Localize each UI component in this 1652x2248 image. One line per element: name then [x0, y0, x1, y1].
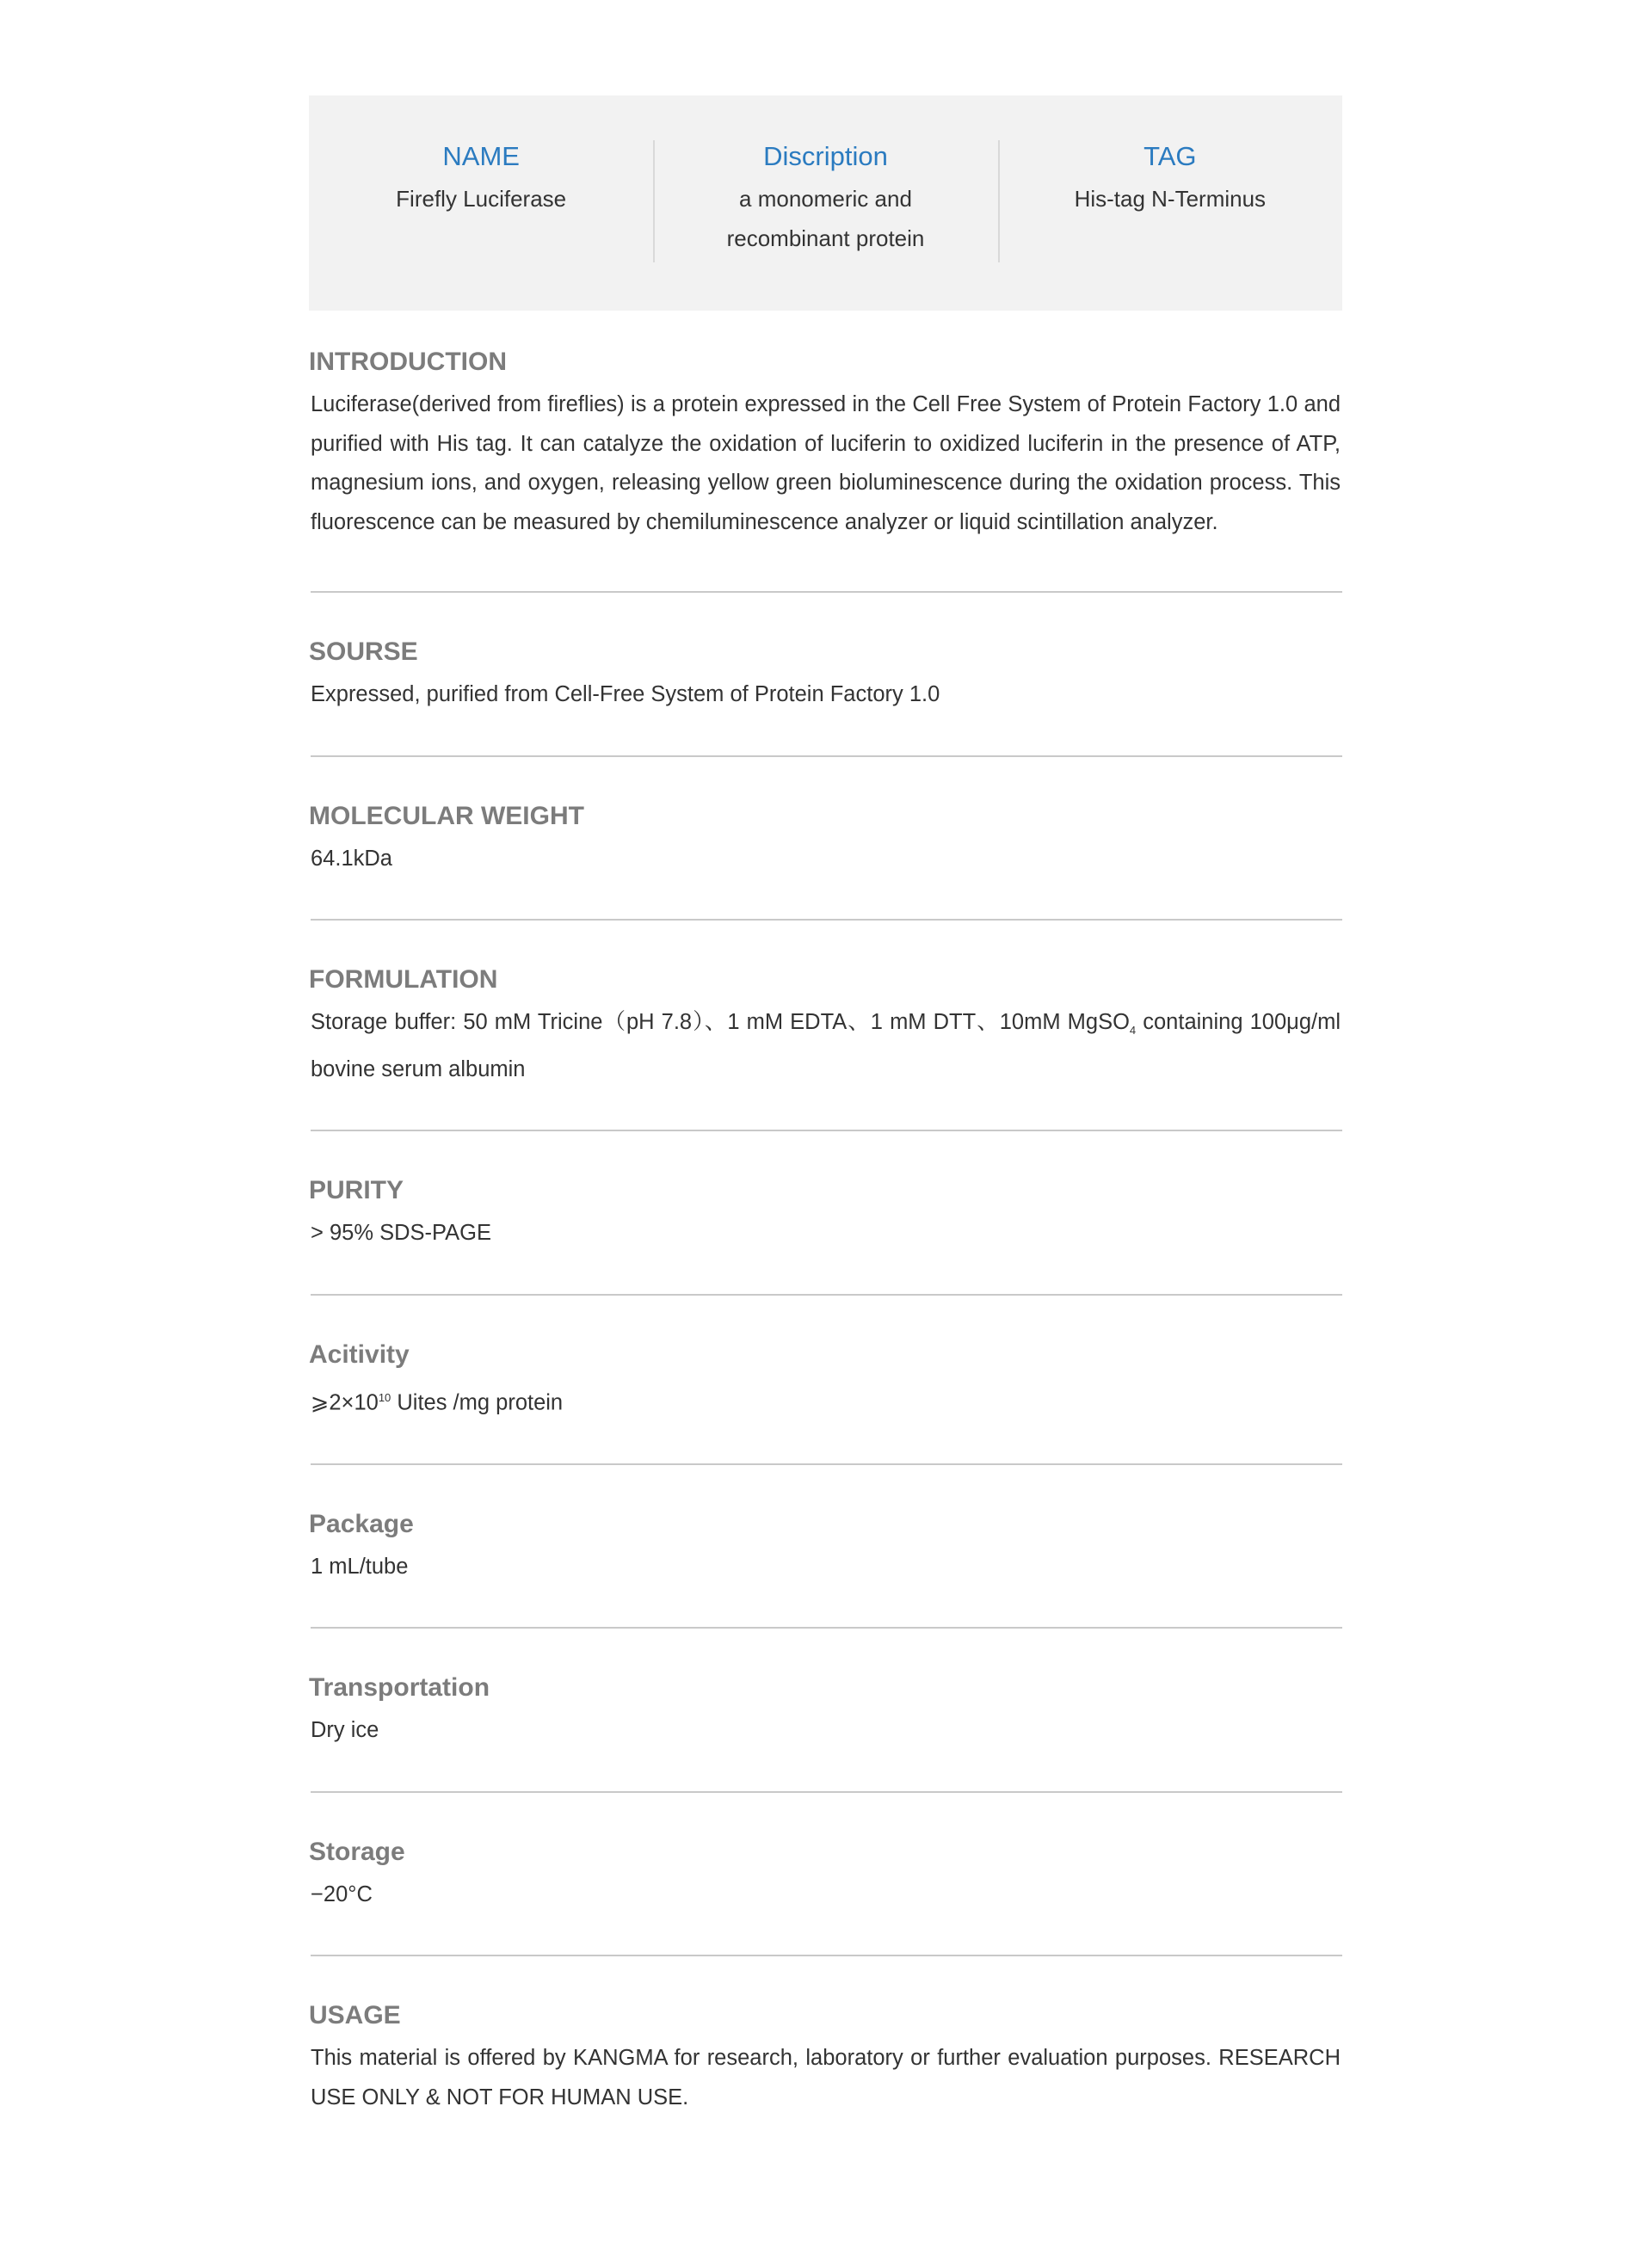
formulation-text: Storage buffer: 50 mM Tricine（pH 7.8）、1 mM EDTA、1 mM DTT、10mM MgSO: [311, 1010, 1130, 1034]
activity-body: [311, 1378, 1341, 1423]
purity-section: [309, 1173, 1342, 1253]
divider: [311, 1294, 1342, 1296]
package-body: 1 mL/tube: [311, 1554, 409, 1579]
divider: [311, 919, 1342, 921]
formulation-subscript: 4: [1129, 1024, 1137, 1038]
name-value: Firefly Luciferase: [396, 186, 567, 212]
divider: [311, 1130, 1342, 1131]
activity-section: [309, 1338, 1342, 1423]
storage-body: −20°C: [311, 1882, 373, 1906]
description-value: a monomeric and recombinant protein: [726, 186, 925, 251]
tag-heading: TAG: [1143, 141, 1197, 171]
activity-text: ⩾2×10: [311, 1390, 379, 1415]
usage-body: This material is offered by KANGMA for research, laboratory or further evaluation purposes. RESEARCH USE ONLY & NOT FOR HUMAN USE.: [311, 2046, 1341, 2109]
introduction-section: [309, 345, 1342, 542]
transportation-body: Dry ice: [311, 1718, 379, 1743]
divider: [311, 591, 1342, 593]
source-section: [309, 635, 1342, 715]
usage-title: USAGE: [309, 2001, 401, 2030]
source-title: SOURSE: [309, 637, 418, 666]
description-column: [653, 95, 997, 311]
storage-section: [309, 1835, 1342, 1915]
usage-section: [309, 1999, 1342, 2117]
molecular-weight-body: 64.1kDa: [311, 846, 392, 871]
name-heading: NAME: [442, 141, 520, 171]
molecular-weight-title: MOLECULAR WEIGHT: [309, 801, 584, 830]
activity-title: Acitivity: [309, 1340, 410, 1369]
purity-body: > 95% SDS-PAGE: [311, 1221, 491, 1246]
summary-box: [309, 95, 1342, 311]
activity-text-end: Uites /mg protein: [391, 1390, 564, 1415]
transportation-title: Transportation: [309, 1673, 490, 1703]
formulation-body: [311, 1003, 1341, 1089]
product-sheet: [309, 95, 1342, 2117]
formulation-section: [309, 963, 1342, 1089]
tag-column: [998, 95, 1342, 311]
transportation-section: [309, 1671, 1342, 1751]
molecular-weight-section: [309, 799, 1342, 879]
introduction-title: INTRODUCTION: [309, 348, 507, 376]
introduction-body: Luciferase(derived from fireflies) is a protein expressed in the Cell Free System of Protein Factory 1.0 and purified with His tag. It can catalyze the oxidation of luciferin to oxidized luciferin in the presence of ATP, magnesium ions, and oxygen, releasing yellow green bioluminescence during the oxidation process. This fluorescence can be measured by chemiluminescence analyzer or liquid scintillation analyzer.: [311, 392, 1341, 534]
storage-title: Storage: [309, 1837, 405, 1866]
name-column: [309, 95, 653, 311]
package-section: [309, 1507, 1342, 1587]
divider: [311, 1791, 1342, 1793]
formulation-text-end: containing 100μg/ml bovine serum albumin: [311, 1010, 1341, 1081]
divider: [311, 755, 1342, 757]
package-title: Package: [309, 1509, 414, 1538]
divider: [311, 1463, 1342, 1465]
divider: [311, 1627, 1342, 1629]
purity-title: PURITY: [309, 1176, 404, 1205]
description-heading: Discription: [763, 141, 888, 171]
tag-value: His-tag N-Terminus: [1074, 186, 1267, 212]
activity-superscript: 10: [378, 1390, 391, 1404]
source-body: Expressed, purified from Cell-Free System of Protein Factory 1.0: [311, 682, 940, 706]
divider: [311, 1955, 1342, 1956]
formulation-title: FORMULATION: [309, 965, 498, 994]
